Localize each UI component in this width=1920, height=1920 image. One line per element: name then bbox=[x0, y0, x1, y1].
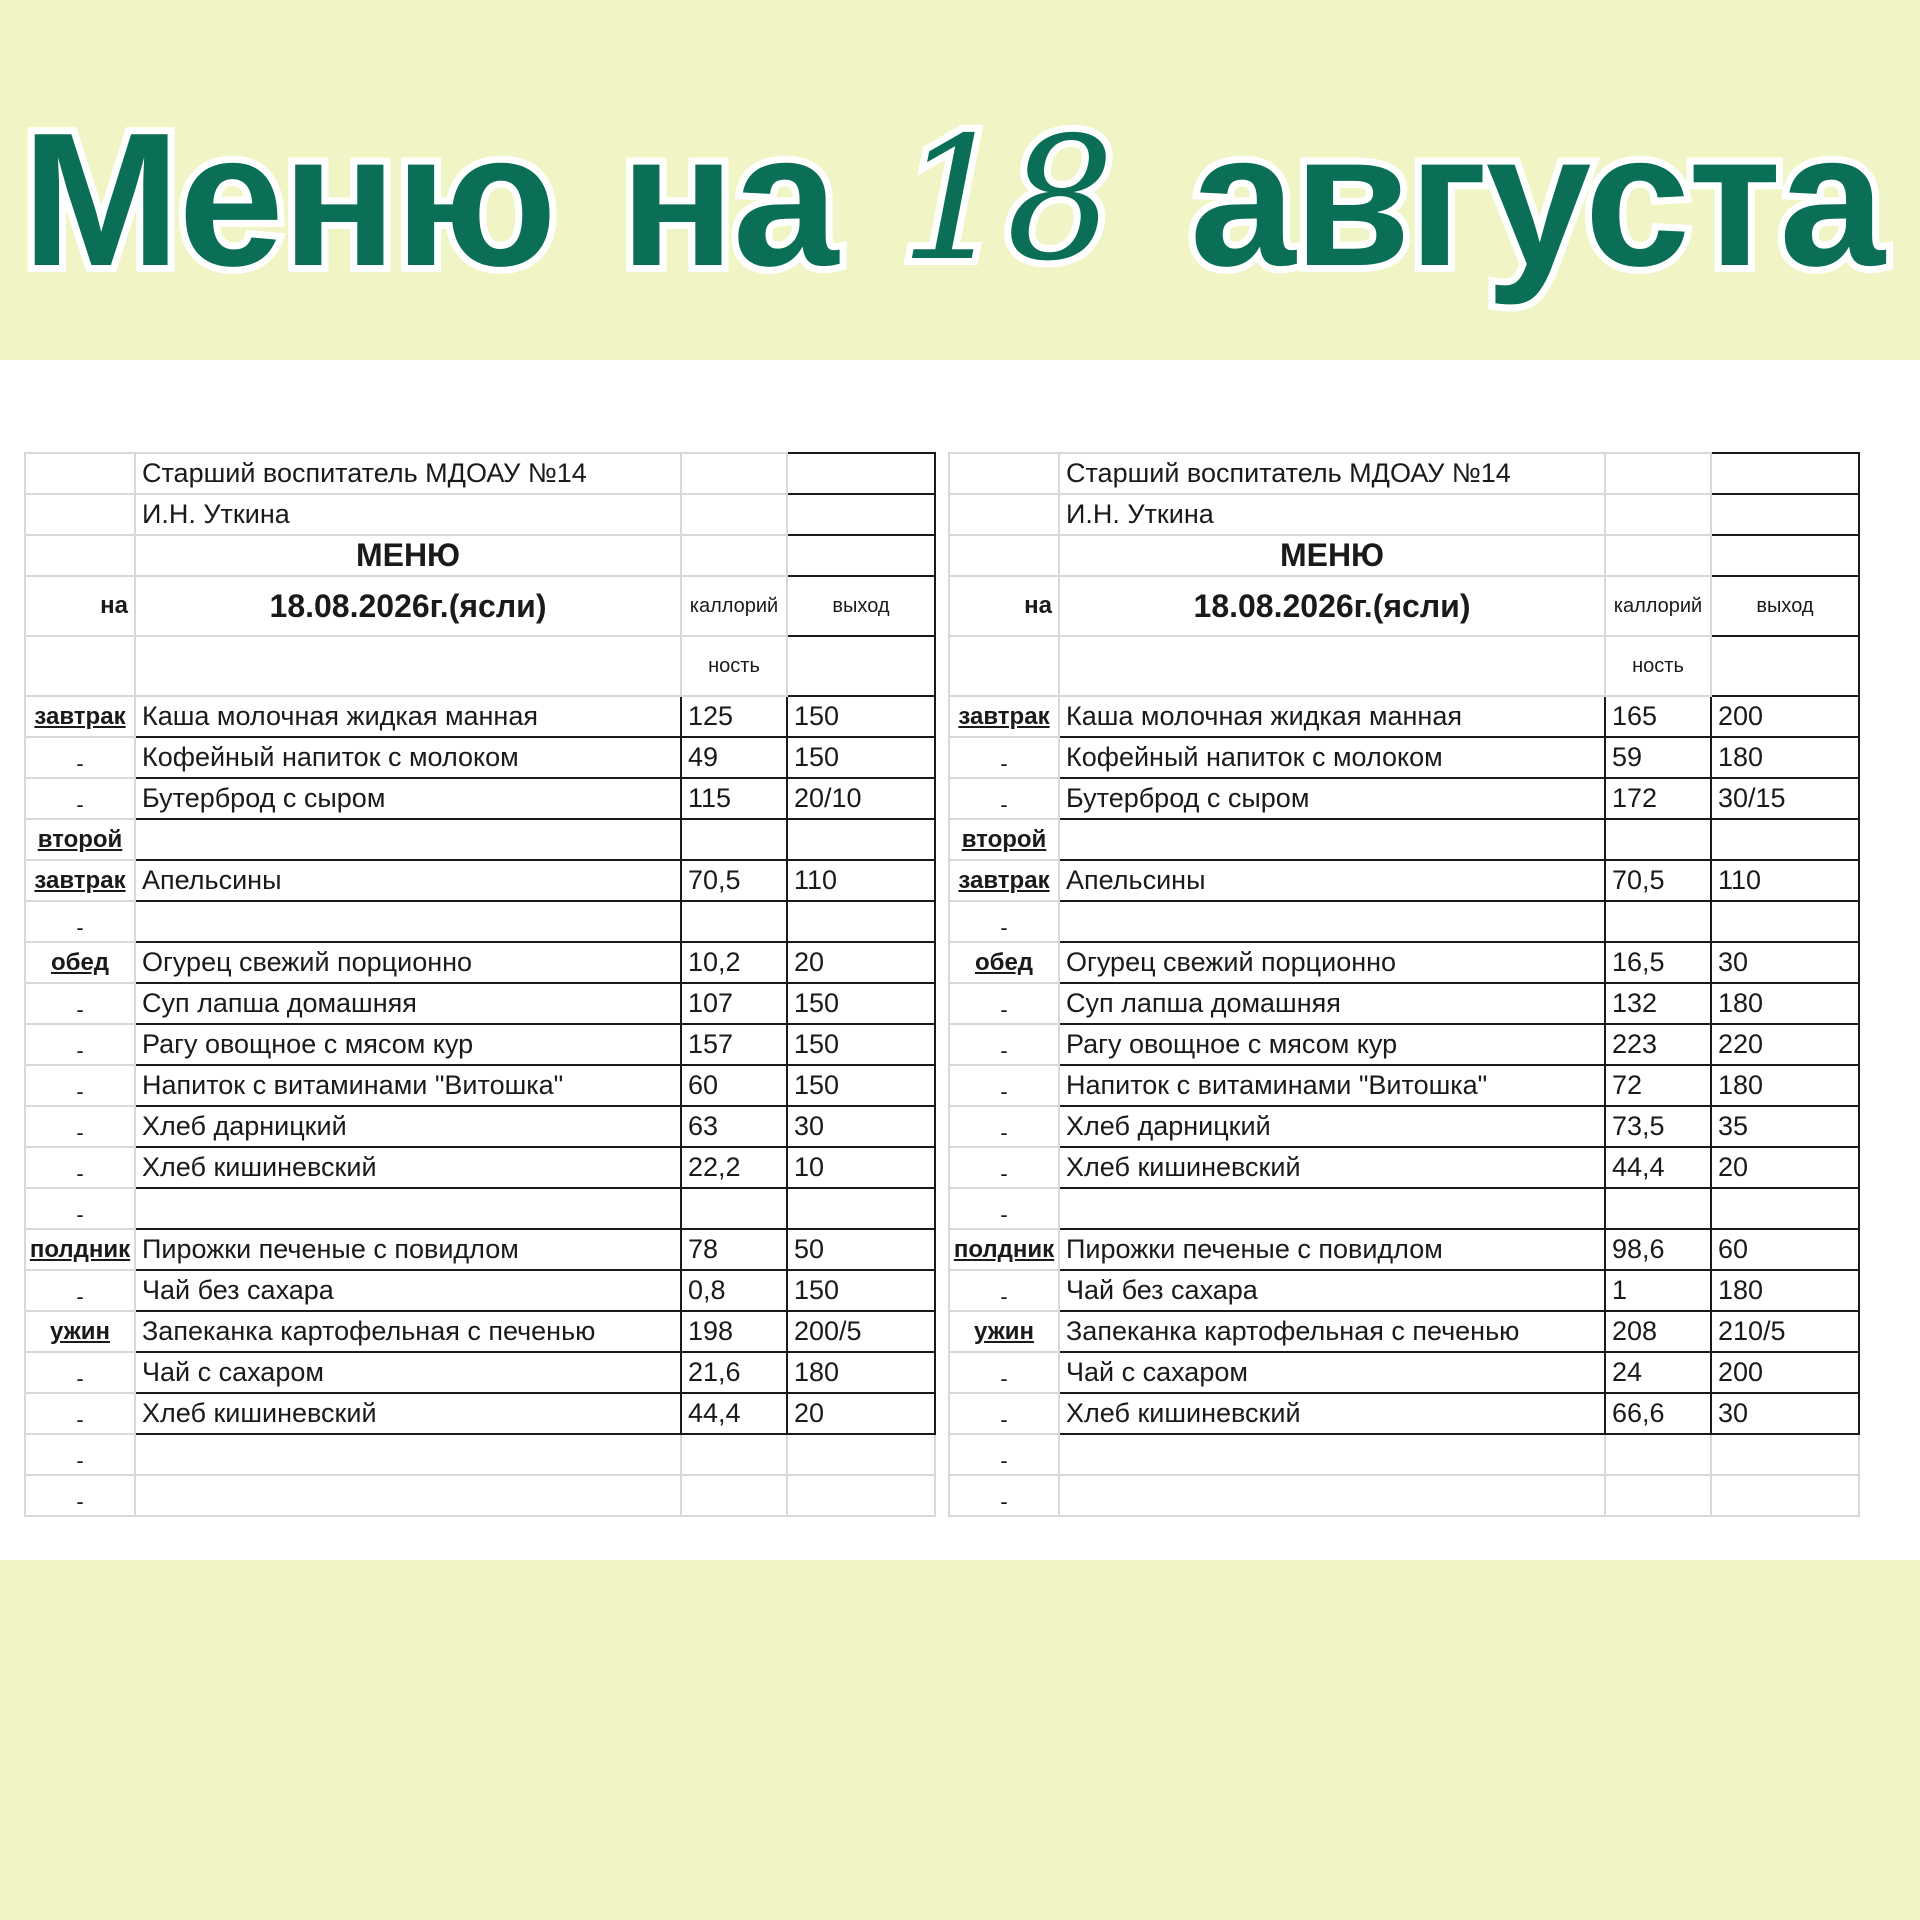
calorie-value: 1 bbox=[1605, 1270, 1711, 1311]
dish-name: Запеканка картофельная с печенью bbox=[1059, 1311, 1605, 1352]
header-blank-cell bbox=[681, 494, 787, 535]
table-row bbox=[25, 983, 935, 1024]
meal-marker: - bbox=[25, 1106, 135, 1147]
dish-name: Суп лапша домашняя bbox=[135, 983, 681, 1024]
meal-marker: - bbox=[949, 1106, 1059, 1147]
dish-name: Хлеб кишиневский bbox=[135, 1393, 681, 1434]
calorie-value: 66,6 bbox=[1605, 1393, 1711, 1434]
table-row bbox=[25, 1188, 935, 1229]
calorie-value bbox=[1605, 901, 1711, 942]
calorie-value bbox=[681, 1188, 787, 1229]
header-blank-cell bbox=[1711, 636, 1859, 696]
table-row bbox=[949, 1311, 1859, 1352]
meal-marker: - bbox=[25, 737, 135, 778]
header-blank-cell bbox=[949, 494, 1059, 535]
table-row bbox=[949, 1434, 1859, 1475]
dish-name: Чай без сахара bbox=[135, 1270, 681, 1311]
table-row bbox=[949, 1352, 1859, 1393]
output-value bbox=[787, 901, 935, 942]
meal-marker: - bbox=[949, 1188, 1059, 1229]
empty-cell bbox=[681, 1475, 787, 1516]
empty-cell bbox=[1059, 1475, 1605, 1516]
header-blank-cell bbox=[949, 453, 1059, 494]
empty-cell bbox=[787, 1434, 935, 1475]
table-row bbox=[25, 1270, 935, 1311]
calorie-value bbox=[681, 901, 787, 942]
dish-name: Каша молочная жидкая манная bbox=[1059, 696, 1605, 737]
meal-marker: - bbox=[949, 778, 1059, 819]
output-value: 150 bbox=[787, 1270, 935, 1311]
output-value bbox=[1711, 1188, 1859, 1229]
calorie-value: 59 bbox=[1605, 737, 1711, 778]
meal-marker: - bbox=[25, 901, 135, 942]
table-row bbox=[949, 942, 1859, 983]
table-row bbox=[949, 1106, 1859, 1147]
header-blank-cell bbox=[1059, 636, 1605, 696]
calorie-header: каллорий bbox=[681, 576, 787, 636]
output-value: 20/10 bbox=[787, 778, 935, 819]
header-blank-cell bbox=[25, 453, 135, 494]
calorie-value: 44,4 bbox=[681, 1393, 787, 1434]
dish-name: Хлеб дарницкий bbox=[135, 1106, 681, 1147]
header-blank-cell bbox=[787, 636, 935, 696]
output-value: 35 bbox=[1711, 1106, 1859, 1147]
date-prefix: на bbox=[949, 576, 1059, 636]
header-blank-cell bbox=[25, 636, 135, 696]
output-value: 180 bbox=[787, 1352, 935, 1393]
table-row bbox=[949, 778, 1859, 819]
output-value: 110 bbox=[1711, 860, 1859, 901]
output-value: 180 bbox=[1711, 737, 1859, 778]
dish-name: Рагу овощное с мясом кур bbox=[1059, 1024, 1605, 1065]
dish-name: Пирожки печеные с повидлом bbox=[1059, 1229, 1605, 1270]
table-row bbox=[949, 1065, 1859, 1106]
output-value: 180 bbox=[1711, 1270, 1859, 1311]
output-value: 200/5 bbox=[787, 1311, 935, 1352]
empty-cell bbox=[1605, 1434, 1711, 1475]
output-value: 30/15 bbox=[1711, 778, 1859, 819]
meal-label: ужин bbox=[25, 1311, 135, 1352]
menu-sheet bbox=[0, 360, 1920, 1560]
date-prefix: на bbox=[25, 576, 135, 636]
output-value: 180 bbox=[1711, 1065, 1859, 1106]
calorie-value: 16,5 bbox=[1605, 942, 1711, 983]
dish-name: Хлеб кишиневский bbox=[1059, 1147, 1605, 1188]
table-row bbox=[25, 819, 935, 860]
calorie-value: 49 bbox=[681, 737, 787, 778]
calorie-value: 223 bbox=[1605, 1024, 1711, 1065]
header-blank-cell bbox=[949, 636, 1059, 696]
output-value bbox=[1711, 901, 1859, 942]
meal-marker: - bbox=[25, 1188, 135, 1229]
calorie-value: 63 bbox=[681, 1106, 787, 1147]
output-value: 200 bbox=[1711, 1352, 1859, 1393]
table-row bbox=[949, 1475, 1859, 1516]
meal-label: завтрак bbox=[949, 860, 1059, 901]
meal-marker: - bbox=[25, 1475, 135, 1516]
dish-name bbox=[135, 901, 681, 942]
dish-name: Суп лапша домашняя bbox=[1059, 983, 1605, 1024]
menu-table-left bbox=[24, 452, 936, 1517]
output-value: 150 bbox=[787, 696, 935, 737]
calorie-value bbox=[681, 819, 787, 860]
menu-heading: МЕНЮ bbox=[1059, 535, 1605, 576]
table-row bbox=[25, 1475, 935, 1516]
header-blank-cell bbox=[787, 453, 935, 494]
menu-heading: МЕНЮ bbox=[135, 535, 681, 576]
output-value: 60 bbox=[1711, 1229, 1859, 1270]
header-blank-cell bbox=[1605, 494, 1711, 535]
meal-label: ужин bbox=[949, 1311, 1059, 1352]
calorie-value: 21,6 bbox=[681, 1352, 787, 1393]
output-value: 150 bbox=[787, 1065, 935, 1106]
header-blank-cell bbox=[135, 636, 681, 696]
table-row bbox=[25, 1065, 935, 1106]
approver-name: И.Н. Уткина bbox=[135, 494, 681, 535]
output-value: 180 bbox=[1711, 983, 1859, 1024]
dish-name: Рагу овощное с мясом кур bbox=[135, 1024, 681, 1065]
dish-name: Запеканка картофельная с печенью bbox=[135, 1311, 681, 1352]
page-title bbox=[0, 70, 1920, 330]
table-row bbox=[25, 942, 935, 983]
meal-label: полдник bbox=[949, 1229, 1059, 1270]
menu-date: 18.08.2026г.(ясли) bbox=[1059, 576, 1605, 636]
output-value: 210/5 bbox=[1711, 1311, 1859, 1352]
calorie-value: 125 bbox=[681, 696, 787, 737]
calorie-value: 72 bbox=[1605, 1065, 1711, 1106]
meal-label: второй bbox=[949, 819, 1059, 860]
table-row bbox=[949, 1393, 1859, 1434]
meal-marker: - bbox=[25, 1393, 135, 1434]
table-row bbox=[949, 901, 1859, 942]
meal-label: обед bbox=[25, 942, 135, 983]
calorie-value: 70,5 bbox=[681, 860, 787, 901]
calorie-value: 172 bbox=[1605, 778, 1711, 819]
calorie-value: 115 bbox=[681, 778, 787, 819]
meal-marker: - bbox=[25, 1270, 135, 1311]
header-blank-cell bbox=[25, 494, 135, 535]
calorie-value: 22,2 bbox=[681, 1147, 787, 1188]
table-row bbox=[25, 1434, 935, 1475]
calorie-value: 70,5 bbox=[1605, 860, 1711, 901]
meal-label: завтрак bbox=[25, 696, 135, 737]
output-header: выход bbox=[787, 576, 935, 636]
meal-label: завтрак bbox=[949, 696, 1059, 737]
meal-marker: - bbox=[25, 1352, 135, 1393]
table-row bbox=[949, 1188, 1859, 1229]
header-blank-cell bbox=[787, 535, 935, 576]
table-row bbox=[949, 860, 1859, 901]
meal-label: обед bbox=[949, 942, 1059, 983]
calorie-value: 73,5 bbox=[1605, 1106, 1711, 1147]
meal-marker: - bbox=[25, 778, 135, 819]
meal-marker: - bbox=[949, 1434, 1059, 1475]
title-word-na: на bbox=[620, 94, 837, 306]
dish-name: Каша молочная жидкая манная bbox=[135, 696, 681, 737]
dish-name: Чай без сахара bbox=[1059, 1270, 1605, 1311]
meal-marker: - bbox=[949, 1475, 1059, 1516]
header-blank-cell bbox=[1605, 453, 1711, 494]
table-row bbox=[949, 1024, 1859, 1065]
meal-marker: - bbox=[949, 737, 1059, 778]
approver-name: И.Н. Уткина bbox=[1059, 494, 1605, 535]
output-value: 20 bbox=[787, 942, 935, 983]
table-row bbox=[25, 860, 935, 901]
table-row bbox=[25, 901, 935, 942]
calorie-value: 10,2 bbox=[681, 942, 787, 983]
meal-label: завтрак bbox=[25, 860, 135, 901]
output-value: 20 bbox=[787, 1393, 935, 1434]
table-row bbox=[949, 819, 1859, 860]
dish-name bbox=[135, 1188, 681, 1229]
header-blank-cell bbox=[1711, 453, 1859, 494]
output-value: 30 bbox=[1711, 942, 1859, 983]
dish-name bbox=[1059, 819, 1605, 860]
meal-marker: - bbox=[25, 1147, 135, 1188]
meal-marker: - bbox=[949, 1270, 1059, 1311]
calorie-value: 60 bbox=[681, 1065, 787, 1106]
dish-name bbox=[1059, 901, 1605, 942]
dish-name: Бутерброд с сыром bbox=[135, 778, 681, 819]
output-value: 110 bbox=[787, 860, 935, 901]
approver-title: Старший воспитатель МДОАУ №14 bbox=[135, 453, 681, 494]
title-banner bbox=[0, 0, 1920, 360]
output-value: 20 bbox=[1711, 1147, 1859, 1188]
dish-name: Огурец свежий порционно bbox=[135, 942, 681, 983]
calorie-value bbox=[1605, 819, 1711, 860]
dish-name: Огурец свежий порционно bbox=[1059, 942, 1605, 983]
header-blank-cell bbox=[25, 535, 135, 576]
menu-table-right bbox=[948, 452, 1860, 1517]
header-blank-cell bbox=[1711, 494, 1859, 535]
table-row bbox=[25, 1393, 935, 1434]
empty-cell bbox=[135, 1475, 681, 1516]
calorie-value: 98,6 bbox=[1605, 1229, 1711, 1270]
table-row bbox=[949, 983, 1859, 1024]
table-row bbox=[25, 778, 935, 819]
output-value: 150 bbox=[787, 1024, 935, 1065]
meal-marker: - bbox=[25, 1024, 135, 1065]
calorie-header: каллорий bbox=[1605, 576, 1711, 636]
dish-name: Апельсины bbox=[135, 860, 681, 901]
empty-cell bbox=[1605, 1475, 1711, 1516]
output-value: 10 bbox=[787, 1147, 935, 1188]
output-value: 200 bbox=[1711, 696, 1859, 737]
approver-title: Старший воспитатель МДОАУ №14 bbox=[1059, 453, 1605, 494]
menu-date: 18.08.2026г.(ясли) bbox=[135, 576, 681, 636]
output-value: 220 bbox=[1711, 1024, 1859, 1065]
meal-marker: - bbox=[949, 983, 1059, 1024]
output-header: выход bbox=[1711, 576, 1859, 636]
dish-name: Хлеб дарницкий bbox=[1059, 1106, 1605, 1147]
title-word-menu: Меню bbox=[22, 94, 555, 306]
calorie-value: 132 bbox=[1605, 983, 1711, 1024]
dish-name: Пирожки печеные с повидлом bbox=[135, 1229, 681, 1270]
output-value: 30 bbox=[787, 1106, 935, 1147]
calorie-value bbox=[1605, 1188, 1711, 1229]
calorie-header-cont: ность bbox=[681, 636, 787, 696]
dish-name bbox=[1059, 1188, 1605, 1229]
calorie-value: 198 bbox=[681, 1311, 787, 1352]
calorie-value: 24 bbox=[1605, 1352, 1711, 1393]
calorie-value: 78 bbox=[681, 1229, 787, 1270]
meal-marker: - bbox=[25, 1065, 135, 1106]
table-row bbox=[25, 1229, 935, 1270]
table-row bbox=[949, 1229, 1859, 1270]
meal-marker: - bbox=[949, 1393, 1059, 1434]
header-blank-cell bbox=[1711, 535, 1859, 576]
meal-label: полдник bbox=[25, 1229, 135, 1270]
table-row bbox=[25, 1352, 935, 1393]
calorie-value: 208 bbox=[1605, 1311, 1711, 1352]
calorie-value: 44,4 bbox=[1605, 1147, 1711, 1188]
empty-cell bbox=[787, 1475, 935, 1516]
table-row bbox=[25, 1106, 935, 1147]
header-blank-cell bbox=[949, 535, 1059, 576]
calorie-value: 107 bbox=[681, 983, 787, 1024]
calorie-header-cont: ность bbox=[1605, 636, 1711, 696]
dish-name: Хлеб кишиневский bbox=[1059, 1393, 1605, 1434]
title-day-number: 18 bbox=[900, 101, 1113, 299]
table-row bbox=[25, 1024, 935, 1065]
dish-name: Апельсины bbox=[1059, 860, 1605, 901]
calorie-value: 0,8 bbox=[681, 1270, 787, 1311]
output-value: 150 bbox=[787, 983, 935, 1024]
header-blank-cell bbox=[1605, 535, 1711, 576]
header-blank-cell bbox=[787, 494, 935, 535]
table-row bbox=[949, 1147, 1859, 1188]
meal-label: второй bbox=[25, 819, 135, 860]
meal-marker: - bbox=[949, 1024, 1059, 1065]
dish-name bbox=[135, 819, 681, 860]
meal-marker: - bbox=[949, 1352, 1059, 1393]
dish-name: Чай с сахаром bbox=[135, 1352, 681, 1393]
dish-name: Бутерброд с сыром bbox=[1059, 778, 1605, 819]
calorie-value: 157 bbox=[681, 1024, 787, 1065]
table-row bbox=[949, 696, 1859, 737]
dish-name: Кофейный напиток с молоком bbox=[1059, 737, 1605, 778]
table-row bbox=[25, 737, 935, 778]
dish-name: Напиток с витаминами "Витошка" bbox=[1059, 1065, 1605, 1106]
output-value bbox=[1711, 819, 1859, 860]
output-value: 30 bbox=[1711, 1393, 1859, 1434]
output-value bbox=[787, 1188, 935, 1229]
header-blank-cell bbox=[681, 535, 787, 576]
meal-marker: - bbox=[949, 1147, 1059, 1188]
dish-name: Напиток с витаминами "Витошка" bbox=[135, 1065, 681, 1106]
output-value bbox=[787, 819, 935, 860]
empty-cell bbox=[135, 1434, 681, 1475]
meal-marker: - bbox=[949, 901, 1059, 942]
output-value: 50 bbox=[787, 1229, 935, 1270]
table-row bbox=[25, 1147, 935, 1188]
dish-name: Кофейный напиток с молоком bbox=[135, 737, 681, 778]
dish-name: Хлеб кишиневский bbox=[135, 1147, 681, 1188]
meal-marker: - bbox=[25, 983, 135, 1024]
calorie-value: 165 bbox=[1605, 696, 1711, 737]
empty-cell bbox=[1711, 1475, 1859, 1516]
output-value: 150 bbox=[787, 737, 935, 778]
dish-name: Чай с сахаром bbox=[1059, 1352, 1605, 1393]
empty-cell bbox=[1711, 1434, 1859, 1475]
table-row bbox=[949, 737, 1859, 778]
meal-marker: - bbox=[949, 1065, 1059, 1106]
empty-cell bbox=[1059, 1434, 1605, 1475]
table-row bbox=[25, 696, 935, 737]
empty-cell bbox=[681, 1434, 787, 1475]
title-word-month: августа bbox=[1190, 94, 1883, 306]
header-blank-cell bbox=[681, 453, 787, 494]
table-row bbox=[949, 1270, 1859, 1311]
meal-marker: - bbox=[25, 1434, 135, 1475]
table-row bbox=[25, 1311, 935, 1352]
